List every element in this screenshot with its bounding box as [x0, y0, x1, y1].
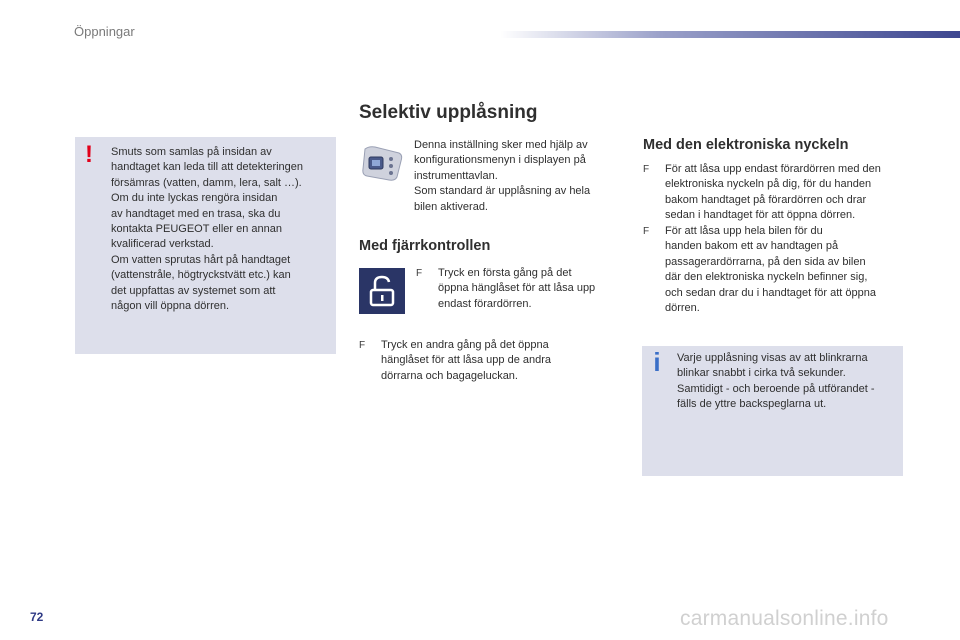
text-line: För att låsa upp endast förardörren med den [665, 163, 881, 175]
section-title: Öppningar [74, 24, 135, 39]
text-line: Smuts som samlas på insidan av [111, 146, 272, 158]
text-line: Varje upplåsning visas av att blinkrarna [677, 352, 868, 364]
text-line: det uppfattas av systemet som att [111, 284, 276, 297]
text-line: dörren. [665, 302, 700, 315]
text-line: handtaget kan leda till att detekteringen [111, 161, 304, 174]
text-line: Om du inte lyckas rengöra insidan [111, 192, 278, 205]
text-line: kvalificerad verkstad. [111, 238, 214, 251]
warning-text [111, 145, 333, 314]
bullet-text [665, 162, 905, 224]
text-line: Tryck en första gång på det [438, 267, 572, 279]
bullet-mark: F [416, 268, 423, 279]
text-line: Om vatten sprutas hårt på handtaget [111, 253, 291, 266]
bullet-mark: F [359, 340, 366, 351]
text-line: Som standard är upplåsning av hela [414, 185, 591, 198]
watermark: carmanualsonline.info [680, 607, 889, 630]
bullet-text [438, 266, 620, 312]
text-line: passagerardörrarna, på den sida av bilen [665, 255, 866, 268]
page-number: 72 [30, 610, 44, 624]
unlock-padlock-icon [359, 268, 405, 314]
text-line: Denna inställning sker med hjälp av [414, 139, 588, 151]
text-line: instrumenttavlan. [414, 169, 498, 182]
text-line: bakom handtaget på förardörren och drar [665, 193, 867, 206]
bullet-mark: F [643, 164, 650, 175]
text-line: där den elektroniska nyckeln befinner sig, [665, 271, 868, 284]
bullet-text [665, 224, 905, 316]
text-line: kontakta PEUGEOT eller en annan [111, 223, 283, 236]
text-line: sedan i handtaget för att öppna dörren. [665, 209, 856, 222]
text-line: Samtidigt - och beroende på utförandet - [677, 382, 875, 395]
text-line: försämras (vatten, damm, lera, salt …). [111, 176, 302, 189]
text-line: För att låsa upp hela bilen för du [665, 225, 823, 237]
warning-exclamation-icon: ! [85, 141, 93, 168]
text-line: av handtaget med en trasa, ska du [111, 207, 281, 220]
intro-text [414, 138, 614, 215]
electronic-key-heading: Med den elektroniska nyckeln [643, 137, 849, 153]
text-line: blinkar snabbt i cirka två sekunder. [677, 367, 846, 380]
text-line: elektroniska nyckeln på dig, för du handen [665, 178, 872, 191]
text-line: konfigurationsmenyn i displayen på [414, 154, 586, 167]
info-icon: i [653, 347, 661, 377]
remote-heading: Med fjärrkontrollen [359, 238, 491, 254]
dashboard-controls-icon [359, 143, 405, 183]
text-line: hänglåset för att låsa upp de andra [381, 354, 552, 367]
bullet-text [381, 338, 589, 384]
text-line: någon vill öppna dörren. [111, 300, 230, 313]
info-text [677, 351, 901, 413]
header-gradient-bar [500, 31, 960, 38]
text-line: fälls de yttre backspeglarna ut. [677, 398, 827, 411]
text-line: öppna hänglåset för att låsa upp [438, 282, 596, 295]
text-line: handen bakom ett av handtagen på [665, 240, 839, 253]
text-line: endast förardörren. [438, 297, 532, 310]
bullet-mark: F [643, 226, 650, 237]
text-line: bilen aktiverad. [414, 200, 488, 213]
page-heading: Selektiv upplåsning [359, 102, 538, 123]
text-line: dörrarna och bagageluckan. [381, 369, 518, 382]
text-line: och sedan drar du i handtaget för att öppna [665, 286, 876, 299]
text-line: (vattenstråle, högtryckstvätt etc.) kan [111, 269, 291, 282]
text-line: Tryck en andra gång på det öppna [381, 339, 549, 351]
